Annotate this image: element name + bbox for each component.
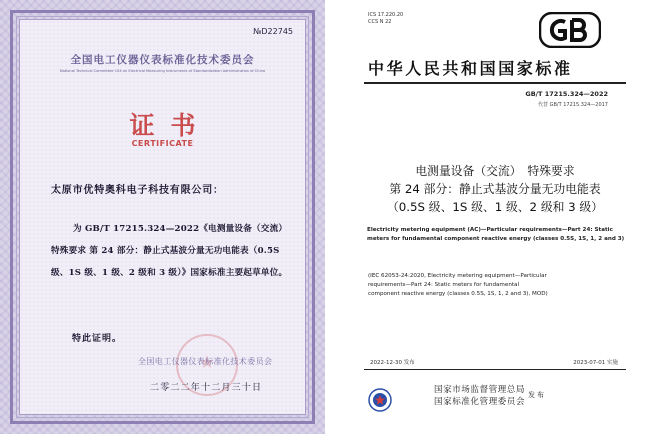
samr-emblem-icon bbox=[368, 388, 392, 412]
footer-divider bbox=[364, 369, 626, 370]
title-line: 电测量设备（交流） 特殊要求 bbox=[415, 164, 575, 178]
publish-date: 2022-12-30 发布 bbox=[370, 360, 415, 366]
issuer-line: 国家标准化管理委员会 bbox=[434, 397, 525, 407]
certificate-issuer: 全国电工仪器仪表标准化技术委员会 bbox=[138, 357, 273, 366]
iec-line: (IEC 62053-24:2020, Electricity metering equipment—Particular bbox=[368, 273, 547, 279]
iec-line: component reactive energy (classes 0.5S, 1S, 1, 2 and 3), MOD) bbox=[368, 291, 548, 297]
iec-reference bbox=[368, 272, 624, 299]
ics-line: ICS 17.220.20 bbox=[368, 12, 404, 18]
implement-date: 2023-07-01 实施 bbox=[573, 360, 618, 366]
national-standard-title: 中华人民共和国国家标准 bbox=[368, 59, 573, 78]
gb-logo-icon bbox=[539, 12, 601, 48]
title-en-line: meters for fundamental component reactive energy (classes 0.5S, 1S, 1, 2 and 3) bbox=[367, 236, 625, 242]
iec-line: requirements—Part 24: Static meters for fundamental bbox=[368, 282, 520, 288]
certificate-title-en: CERTIFICATE bbox=[131, 139, 194, 148]
issuing-authorities bbox=[434, 384, 525, 408]
certificate-organization-en: National Technical Committee 104 on Electrical Measuring Instruments of Standardization Administration of China bbox=[59, 69, 266, 73]
certificate-number: №D22745 bbox=[253, 27, 293, 36]
issued-label: 发布 bbox=[528, 391, 546, 399]
header-divider bbox=[364, 82, 626, 84]
title-en-line: Electricity metering equipment (AC)—Particular requirements—Part 24: Static bbox=[367, 227, 613, 233]
standard-title-en bbox=[367, 226, 627, 244]
standard-code: GB/T 17215.324—2022 bbox=[525, 90, 608, 98]
certificate-organization: 全国电工仪器仪表标准化技术委员会 bbox=[70, 54, 255, 66]
certificate-title: 证书 bbox=[129, 111, 212, 140]
standard-title-zh bbox=[364, 162, 626, 216]
replaces-note: 代替 GB/T 17215.324—2017 bbox=[538, 102, 608, 108]
title-line: 第 24 部分：静止式基波分量无功电能表 bbox=[389, 182, 601, 196]
certificate-date: 二零二二年十二月三十日 bbox=[150, 383, 263, 393]
certificate-proof: 特此证明。 bbox=[72, 334, 123, 344]
certificate-recipient: 太原市优特奥科电子科技有限公司： bbox=[51, 185, 224, 196]
issuer-line: 国家市场监督管理总局 bbox=[434, 385, 525, 395]
certificate-body: 为 GB/T 17215.324—2022《电测量设备（交流） 特殊要求 第 24 部分：静止式基波分量无功电能表（0.5S 级、1S 级、1 级、2 级和 3 级）》国家标准主要起草单位。 bbox=[51, 224, 288, 278]
ics-code bbox=[368, 12, 403, 26]
ccs-line: CCS N 22 bbox=[368, 19, 392, 25]
standard-cover-image bbox=[334, 0, 650, 434]
title-line: （0.5S 级、1S 级、1 级、2 级和 3 级） bbox=[386, 200, 604, 214]
